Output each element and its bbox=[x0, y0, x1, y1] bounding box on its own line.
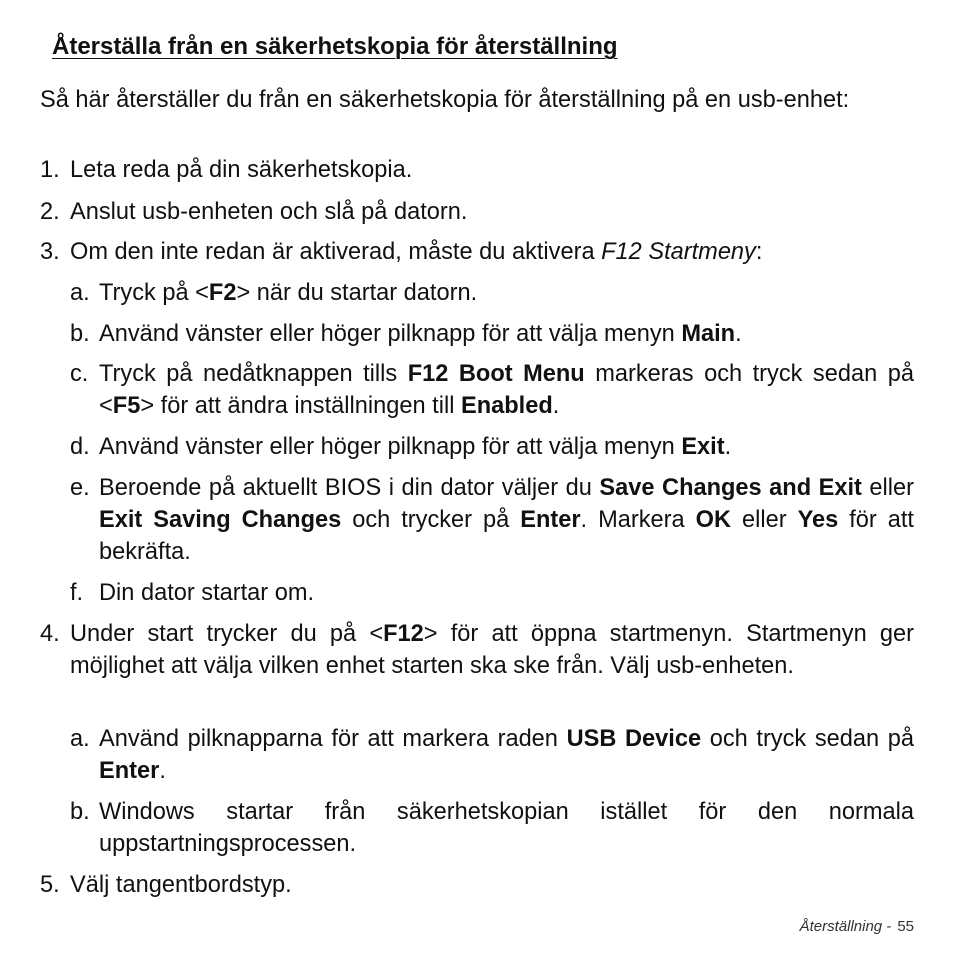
step-text: Leta reda på din säkerhetskopia. bbox=[70, 157, 413, 183]
step-text: Anslut usb-enheten och slå på datorn. bbox=[70, 199, 468, 225]
step-number: 4. bbox=[40, 621, 60, 647]
substep-letter: f. bbox=[70, 580, 84, 606]
menu-name: F12 Startmeny bbox=[601, 239, 756, 265]
substep-text: Använd pilknapparna för att markera raden USB Device och tryck sedan på Enter. bbox=[99, 726, 914, 784]
substep-text: Windows startar från säkerhetskopian istället för den normala uppstartningsprocessen. bbox=[99, 799, 914, 857]
page-title: Återställa från en säkerhetskopia för återställning bbox=[52, 33, 618, 60]
step-number: 1. bbox=[40, 157, 60, 183]
substep-text: Tryck på <F2> när du startar datorn. bbox=[99, 280, 478, 306]
step-number: 2. bbox=[40, 199, 60, 225]
page-number: 55 bbox=[897, 918, 914, 935]
substep-letter: e. bbox=[70, 475, 90, 501]
substep-text: Din dator startar om. bbox=[99, 580, 315, 606]
substep-letter: a. bbox=[70, 280, 90, 306]
step-text: Om den inte redan är aktiverad, måste du aktivera F12 Startmeny: bbox=[70, 239, 763, 265]
substep-text: Använd vänster eller höger pilknapp för att välja menyn Exit. bbox=[99, 434, 732, 460]
footer-section: Återställning - bbox=[799, 918, 892, 935]
substep-letter: a. bbox=[70, 726, 90, 752]
step-number: 3. bbox=[40, 239, 60, 265]
step-text: Under start trycker du på <F12> för att öppna startmenyn. Startmenyn ger möjlighet att välja vilken enhet starten ska ske från. Välj usb-enheten. bbox=[70, 621, 915, 679]
substep-text: Tryck på nedåtknappen tills F12 Boot Menu markeras och tryck sedan på <F5> för att ändra inställningen till Enabled. bbox=[99, 361, 914, 419]
step-text: Välj tangentbordstyp. bbox=[70, 872, 292, 898]
substep-letter: c. bbox=[70, 361, 89, 387]
step-number: 5. bbox=[40, 872, 60, 898]
substep-text: Beroende på aktuellt BIOS i din dator väljer du Save Changes and Exit eller Exit Saving Changes och trycker på Enter. Markera OK eller Yes för att bekräfta. bbox=[99, 475, 914, 565]
substep-letter: b. bbox=[70, 321, 90, 347]
key-name: F12 bbox=[383, 621, 424, 647]
intro-paragraph: Så här återställer du från en säkerhetskopia för återställning på en usb-enhet: bbox=[40, 87, 850, 113]
key-name: F2 bbox=[208, 280, 237, 306]
substep-text: Använd vänster eller höger pilknapp för att välja menyn Main. bbox=[99, 321, 742, 347]
substep-letter: d. bbox=[70, 434, 90, 460]
page-footer bbox=[800, 917, 914, 937]
substep-letter: b. bbox=[70, 799, 90, 825]
